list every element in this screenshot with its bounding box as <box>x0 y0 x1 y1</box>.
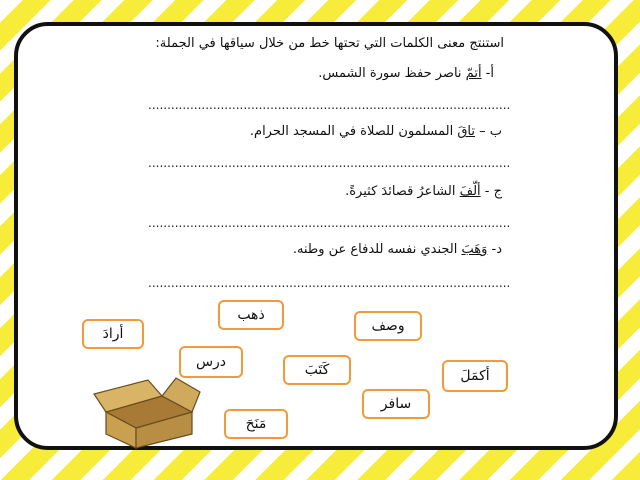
word-card-wasaf[interactable]: وصف <box>354 311 422 341</box>
question-b-prefix: ب – <box>474 124 502 139</box>
instruction-text: استنتج معنى الكلمات التي تحتها خط من خلال سياقها في الجملة: <box>155 36 504 51</box>
word-card-kataba[interactable]: كَتَبَ <box>283 355 351 385</box>
answer-line-d[interactable]: ............................................................................................... <box>148 278 511 288</box>
word-card-safara[interactable]: سافر <box>362 389 430 419</box>
question-a-word: أتمّ <box>465 66 482 81</box>
answer-line-a[interactable]: ............................................................................................... <box>148 100 511 110</box>
question-b-rest: المسلمون للصلاة في المسجد الحرام. <box>249 124 458 139</box>
answer-line-b[interactable]: ............................................................................................... <box>148 158 511 168</box>
question-d <box>293 242 502 257</box>
word-card-manaha[interactable]: مَنَحَ <box>224 409 288 439</box>
question-d-word: وَهَبَ <box>461 242 488 257</box>
answer-line-c[interactable]: ............................................................................................... <box>148 218 511 228</box>
question-c-rest: الشاعرُ قصائدَ كثيرةً. <box>345 184 460 199</box>
question-d-rest: الجندي نفسه للدفاع عن وطنه. <box>292 242 462 257</box>
question-c-word: ألّفَ <box>459 184 481 199</box>
word-card-akmala[interactable]: أكمَلَ <box>442 360 508 392</box>
cardboard-box-icon[interactable] <box>92 372 202 452</box>
question-b <box>250 124 502 139</box>
question-c-prefix: ج - <box>480 184 502 199</box>
question-c <box>345 184 502 199</box>
question-d-prefix: د- <box>487 242 502 257</box>
question-a-rest: ناصر حفظ سورة الشمس. <box>318 66 466 81</box>
question-a-prefix: أ- <box>481 66 494 81</box>
question-b-word: تاقَ <box>457 124 475 139</box>
question-a <box>318 66 494 81</box>
word-card-dhahab[interactable]: ذهب <box>218 300 284 330</box>
word-card-daras[interactable]: درس <box>179 346 243 378</box>
word-card-arada[interactable]: أرادَ <box>82 319 144 349</box>
